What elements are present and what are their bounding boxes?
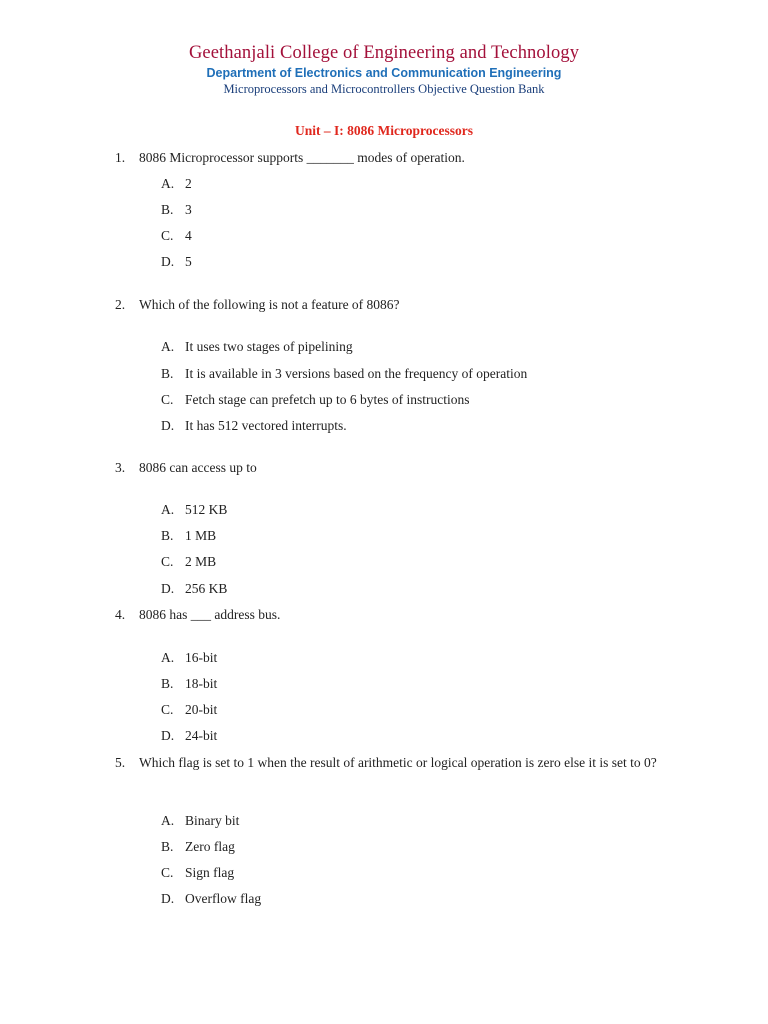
option-letter: C. (161, 865, 174, 880)
option-letter: C. (161, 228, 174, 243)
option-letter: A. (161, 176, 175, 191)
option-text: 3 (185, 202, 192, 217)
option-text: 2 MB (185, 554, 217, 569)
unit-title: Unit – I: 8086 Microprocessors (295, 123, 473, 138)
option-letter: D. (161, 418, 175, 433)
option-text: 256 KB (185, 581, 228, 596)
question-text: Which of the following is not a feature of 8086? (139, 297, 400, 312)
question-number: 2. (115, 297, 126, 312)
option-text: 512 KB (185, 502, 228, 517)
question-bank-title: Microprocessors and Microcontrollers Objective Question Bank (223, 82, 545, 96)
option-letter: A. (161, 502, 175, 517)
question-text: 8086 Microprocessor supports _______ modes of operation. (139, 150, 465, 165)
option-text: Sign flag (185, 865, 235, 880)
option-text: 5 (185, 254, 192, 269)
question-number: 4. (115, 607, 126, 622)
option-letter: B. (161, 676, 174, 691)
question-text: 8086 has ___ address bus. (139, 607, 281, 622)
option-letter: B. (161, 528, 174, 543)
option-text: It has 512 vectored interrupts. (185, 418, 347, 433)
option-letter: A. (161, 339, 175, 354)
option-text: Fetch stage can prefetch up to 6 bytes of instructions (185, 392, 470, 407)
college-name: Geethanjali College of Engineering and Technology (188, 43, 580, 63)
option-text: It uses two stages of pipelining (185, 339, 353, 354)
option-text: 16-bit (185, 650, 218, 665)
option-letter: A. (161, 813, 175, 828)
option-letter: B. (161, 202, 174, 217)
option-letter: C. (161, 702, 174, 717)
option-text: 4 (185, 228, 192, 243)
option-letter: D. (161, 581, 175, 596)
option-text: 20-bit (185, 702, 218, 717)
option-text: Overflow flag (185, 891, 262, 906)
option-text: Zero flag (185, 839, 235, 854)
option-letter: D. (161, 728, 175, 743)
option-letter: B. (161, 366, 174, 381)
department-name: Department of Electronics and Communication Engineering (206, 66, 562, 80)
option-text: 1 MB (185, 528, 217, 543)
question-number: 3. (115, 460, 126, 475)
document-header (0, 42, 768, 97)
option-letter: D. (161, 891, 175, 906)
question-number: 1. (115, 150, 126, 165)
option-letter: A. (161, 650, 175, 665)
option-text: 18-bit (185, 676, 218, 691)
option-letter: D. (161, 254, 175, 269)
option-text: 2 (185, 176, 192, 191)
question-text: Which flag is set to 1 when the result of arithmetic or logical operation is zero else it is set to 0? (139, 755, 657, 770)
option-text: Binary bit (185, 813, 240, 828)
question-text: 8086 can access up to (139, 460, 257, 475)
option-letter: B. (161, 839, 174, 854)
option-letter: C. (161, 554, 174, 569)
option-letter: C. (161, 392, 174, 407)
question-number: 5. (115, 755, 126, 770)
option-text: It is available in 3 versions based on the frequency of operation (185, 366, 528, 381)
option-text: 24-bit (185, 728, 218, 743)
